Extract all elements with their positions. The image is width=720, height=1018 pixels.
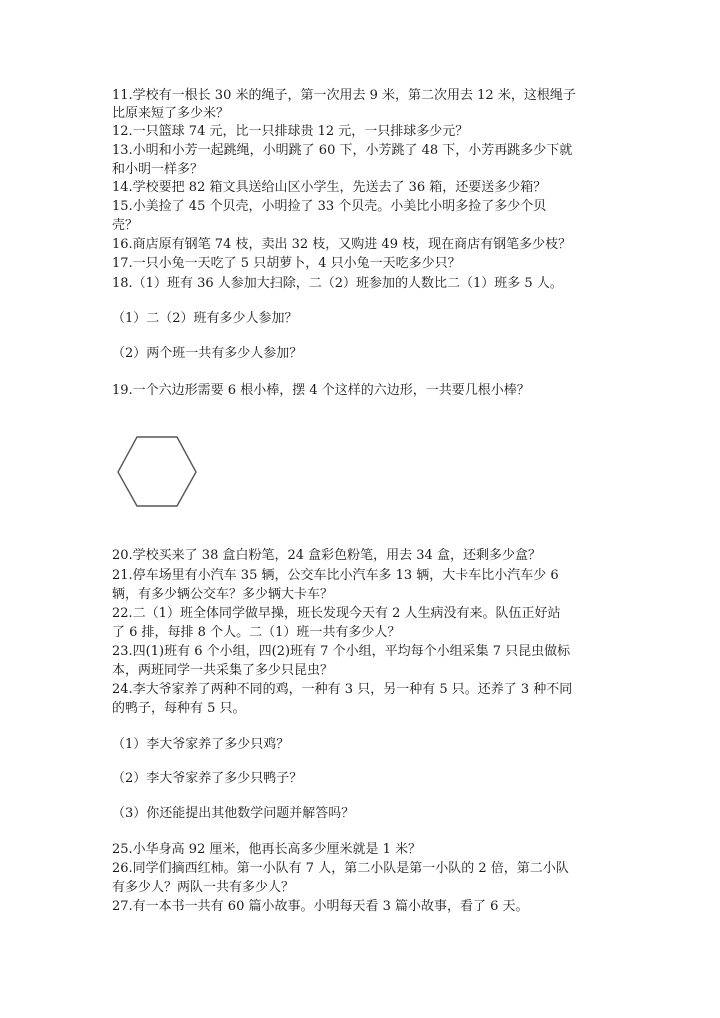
question-15-line-2: 壳？ bbox=[112, 218, 139, 233]
question-26-line-2: 有多少人？两队一共有多少人？ bbox=[112, 880, 295, 895]
question-22-line-1: 22.二（1）班全体同学做早操，班长发现今天有 2 人生病没有来。队伍正好站 bbox=[112, 606, 561, 621]
question-21-line-1: 21.停车场里有小汽车 35 辆，公交车比小汽车多 13 辆，大卡车比小汽车少 6 bbox=[112, 568, 559, 583]
question-19: 19.一个六边形需要 6 根小棒，摆 4 个这样的六边形，一共要几根小棒？ bbox=[112, 383, 530, 398]
question-11-line-1: 11.学校有一根长 30 米的绳子，第一次用去 9 米，第二次用去 12 米，这根绳子 bbox=[112, 88, 576, 103]
question-12: 12.一只篮球 74 元，比一只排球贵 12 元，一只排球多少元？ bbox=[112, 124, 469, 139]
question-21-line-2: 辆，有多少辆公交车？多少辆大卡车？ bbox=[112, 587, 334, 602]
question-17: 17.一只小兔一天吃了 5 只胡萝卜，4 只小兔一天吃多少只？ bbox=[112, 256, 461, 271]
question-18-part-2: （2）两个班一共有多少人参加？ bbox=[112, 346, 303, 361]
question-16: 16.商店原有钢笔 74 枝，卖出 32 枝，又购进 49 枝，现在商店有钢笔多少枝？ bbox=[112, 237, 572, 252]
question-27: 27.有一本书一共有 60 篇小故事。小明每天看 3 篇小故事，看了 6 天。 bbox=[112, 899, 529, 914]
question-18-part-1: （1）二（2）班有多少人参加？ bbox=[112, 311, 298, 326]
question-23-line-2: 本，两班同学一共采集了多少只昆虫？ bbox=[112, 663, 334, 678]
question-11-line-2: 比原来短了多少米？ bbox=[112, 106, 230, 121]
hexagon-figure bbox=[116, 435, 198, 509]
question-13-line-1: 13.小明和小芳一起跳绳，小明跳了 60 下，小芳跳了 48 下，小芳再跳多少下就 bbox=[112, 143, 573, 158]
question-26-line-1: 26.同学们摘西红柿。第一小队有 7 人，第二小队是第一小队的 2 倍，第二小队 bbox=[112, 861, 569, 876]
question-22-line-2: 了 6 排，每排 8 个人。二（1）班一共有多少人？ bbox=[112, 625, 401, 640]
hexagon-shape bbox=[118, 437, 196, 506]
question-24-part-1: （1）李大爷家养了多少只鸡？ bbox=[112, 737, 290, 752]
question-25: 25.小华身高 92 厘米，他再长高多少厘米就是 1 米？ bbox=[112, 842, 422, 857]
question-24-part-2: （2）李大爷家养了多少只鸭子？ bbox=[112, 771, 303, 786]
question-14: 14.学校要把 82 箱文具送给山区小学生，先送去了 36 箱，还要送多少箱？ bbox=[112, 180, 547, 195]
question-24-line-2: 的鸭子，每种有 5 只。 bbox=[112, 701, 246, 716]
question-20: 20.学校买来了 38 盒白粉笔，24 盒彩色粉笔，用去 34 盒，还剩多少盒？ bbox=[112, 548, 541, 563]
question-24-part-3: （3）你还能提出其他数学问题并解答吗？ bbox=[112, 806, 355, 821]
question-15-line-1: 15.小美捡了 45 个贝壳，小明捡了 33 个贝壳。小美比小明多捡了多少个贝 bbox=[112, 199, 547, 214]
question-18: 18.（1）班有 36 人参加大扫除，二（2）班参加的人数比二（1）班多 5 人。 bbox=[112, 276, 563, 291]
question-24-line-1: 24.李大爷家养了两种不同的鸡，一种有 3 只，另一种有 5 只。还养了 3 种不同 bbox=[112, 682, 573, 697]
question-13-line-2: 和小明一样多？ bbox=[112, 162, 204, 177]
question-23-line-1: 23.四(1)班有 6 个小组，四(2)班有 7 个小组，平均每个小组采集 7 只昆虫做标 bbox=[112, 644, 571, 659]
